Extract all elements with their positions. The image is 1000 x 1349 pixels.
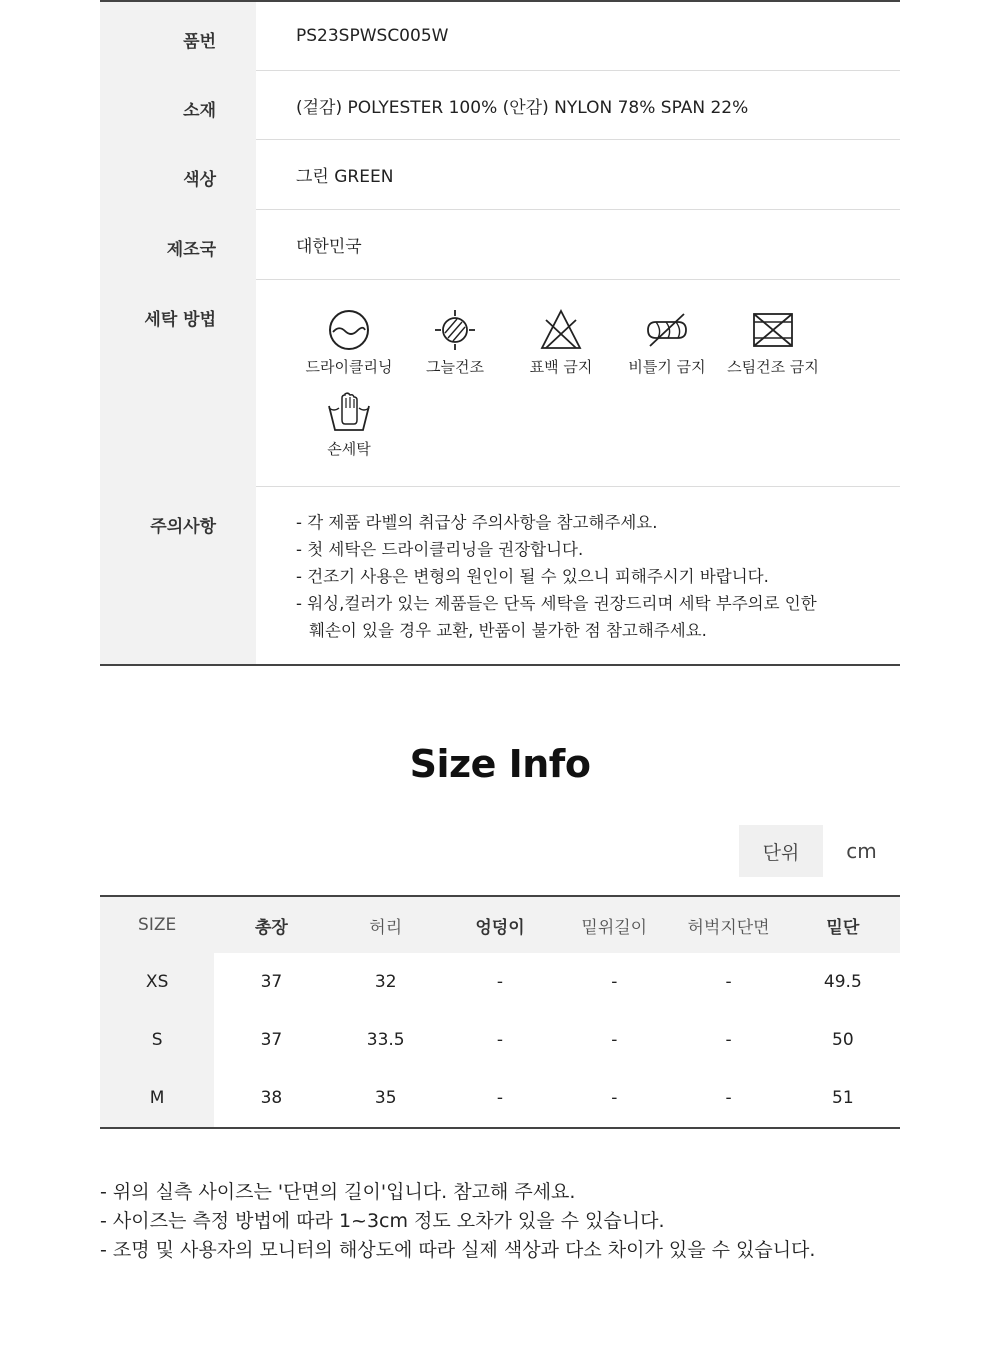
notes-value xyxy=(256,487,900,664)
table-cell: 33.5 xyxy=(366,1030,405,1050)
header-hem: 밑단 xyxy=(786,896,900,953)
footnote-line: - 조명 및 사용자의 모니터의 해상도에 따라 실제 색상과 다소 차이가 있을 수 있습니다. xyxy=(100,1239,816,1261)
care-item-label: 드라이클리닝 xyxy=(305,358,393,376)
table-cell: 37 xyxy=(260,1030,283,1050)
info-row-care xyxy=(100,280,900,487)
footnote-line: - 사이즈는 측정 방법에 따라 1~3cm 정도 오차가 있을 수 있습니다. xyxy=(100,1210,665,1232)
header-thigh: 허벅지단면 xyxy=(671,896,785,953)
origin-value: 대한민국 xyxy=(256,210,900,280)
hand-wash-icon xyxy=(326,390,372,434)
size-info-title: Size Info xyxy=(409,742,591,786)
care-icon-grid xyxy=(296,308,836,472)
product-info-table xyxy=(100,0,900,666)
product-code-value: PS23SPWSC005W xyxy=(256,2,900,71)
table-cell: - xyxy=(611,1030,618,1050)
table-cell: - xyxy=(496,1088,504,1108)
care-item-hand-wash xyxy=(296,390,402,472)
header-waist: 허리 xyxy=(329,896,443,953)
size-footnotes xyxy=(100,1178,815,1265)
table-cell: - xyxy=(611,1088,618,1108)
info-row-notes xyxy=(100,487,900,664)
care-item-label: 표백 금지 xyxy=(529,358,593,376)
table-cell: 50 xyxy=(832,1030,854,1050)
care-value xyxy=(256,280,900,487)
table-cell: 49.5 xyxy=(823,972,862,992)
care-item-no-bleach xyxy=(508,308,614,390)
info-row-color xyxy=(100,140,900,210)
table-row xyxy=(100,953,900,1011)
table-cell: - xyxy=(611,972,618,992)
table-cell: - xyxy=(725,1088,732,1108)
dry-clean-icon xyxy=(326,308,372,352)
table-cell: 32 xyxy=(374,972,397,992)
info-row-origin xyxy=(100,210,900,280)
note-line: - 워싱,컬러가 있는 제품들은 단독 세탁을 권장드리며 세탁 부주의로 인한 xyxy=(296,594,817,613)
table-cell: - xyxy=(496,972,504,992)
care-label: 세탁 방법 xyxy=(100,280,256,487)
note-line: - 각 제품 라벨의 취급상 주의사항을 참고해주세요. xyxy=(296,513,658,532)
table-row xyxy=(100,1069,900,1128)
material-label: 소재 xyxy=(100,71,256,140)
unit-value: cm xyxy=(846,839,877,863)
shade-dry-icon xyxy=(432,308,478,352)
size-cell: M xyxy=(100,1069,214,1128)
care-item-shade-dry xyxy=(402,308,508,390)
size-table-header-row xyxy=(100,896,900,953)
material-value: (겉감) POLYESTER 100% (안감) NYLON 78% SPAN 22% xyxy=(256,71,900,140)
info-row-material xyxy=(100,71,900,140)
header-hip: 엉덩이 xyxy=(443,896,557,953)
care-item-label: 그늘건조 xyxy=(426,358,484,376)
size-cell: XS xyxy=(100,953,214,1011)
header-total-length: 총장 xyxy=(214,896,328,953)
care-item-label: 스팀건조 금지 xyxy=(727,358,819,376)
table-cell: - xyxy=(496,1030,504,1050)
header-rise: 밑위길이 xyxy=(557,896,671,953)
note-line: - 건조기 사용은 변형의 원인이 될 수 있으니 피해주시기 바랍니다. xyxy=(296,567,769,586)
notes-label: 주의사항 xyxy=(100,487,256,664)
table-cell: - xyxy=(725,972,732,992)
table-cell: 37 xyxy=(260,972,283,992)
table-cell: 38 xyxy=(260,1088,283,1108)
no-wring-icon xyxy=(644,308,690,352)
origin-label: 제조국 xyxy=(100,210,256,280)
table-cell: 35 xyxy=(374,1088,397,1108)
header-size: SIZE xyxy=(100,896,214,953)
unit-label: 단위 xyxy=(739,825,823,877)
note-line: - 첫 세탁은 드라이클리닝을 권장합니다. xyxy=(296,540,584,559)
care-item-no-steam-dry xyxy=(720,308,826,390)
care-item-dry-clean xyxy=(296,308,402,390)
care-item-label: 손세탁 xyxy=(327,440,371,458)
product-code-label: 품번 xyxy=(100,2,256,71)
color-value: 그린 GREEN xyxy=(256,140,900,210)
size-cell: S xyxy=(100,1011,214,1069)
no-steam-dry-icon xyxy=(750,308,796,352)
color-label: 색상 xyxy=(100,140,256,210)
table-cell: - xyxy=(725,1030,732,1050)
table-cell: 51 xyxy=(832,1088,854,1108)
table-row xyxy=(100,1011,900,1069)
size-table xyxy=(100,895,900,1129)
info-row-product-code xyxy=(100,2,900,71)
no-bleach-icon xyxy=(538,308,584,352)
footnote-line: - 위의 실측 사이즈는 '단면의 길이'입니다. 참고해 주세요. xyxy=(100,1181,576,1203)
note-line: 훼손이 있을 경우 교환, 반품이 불가한 점 참고해주세요. xyxy=(309,621,707,640)
care-item-label: 비틀기 금지 xyxy=(628,358,706,376)
care-item-no-wring xyxy=(614,308,720,390)
